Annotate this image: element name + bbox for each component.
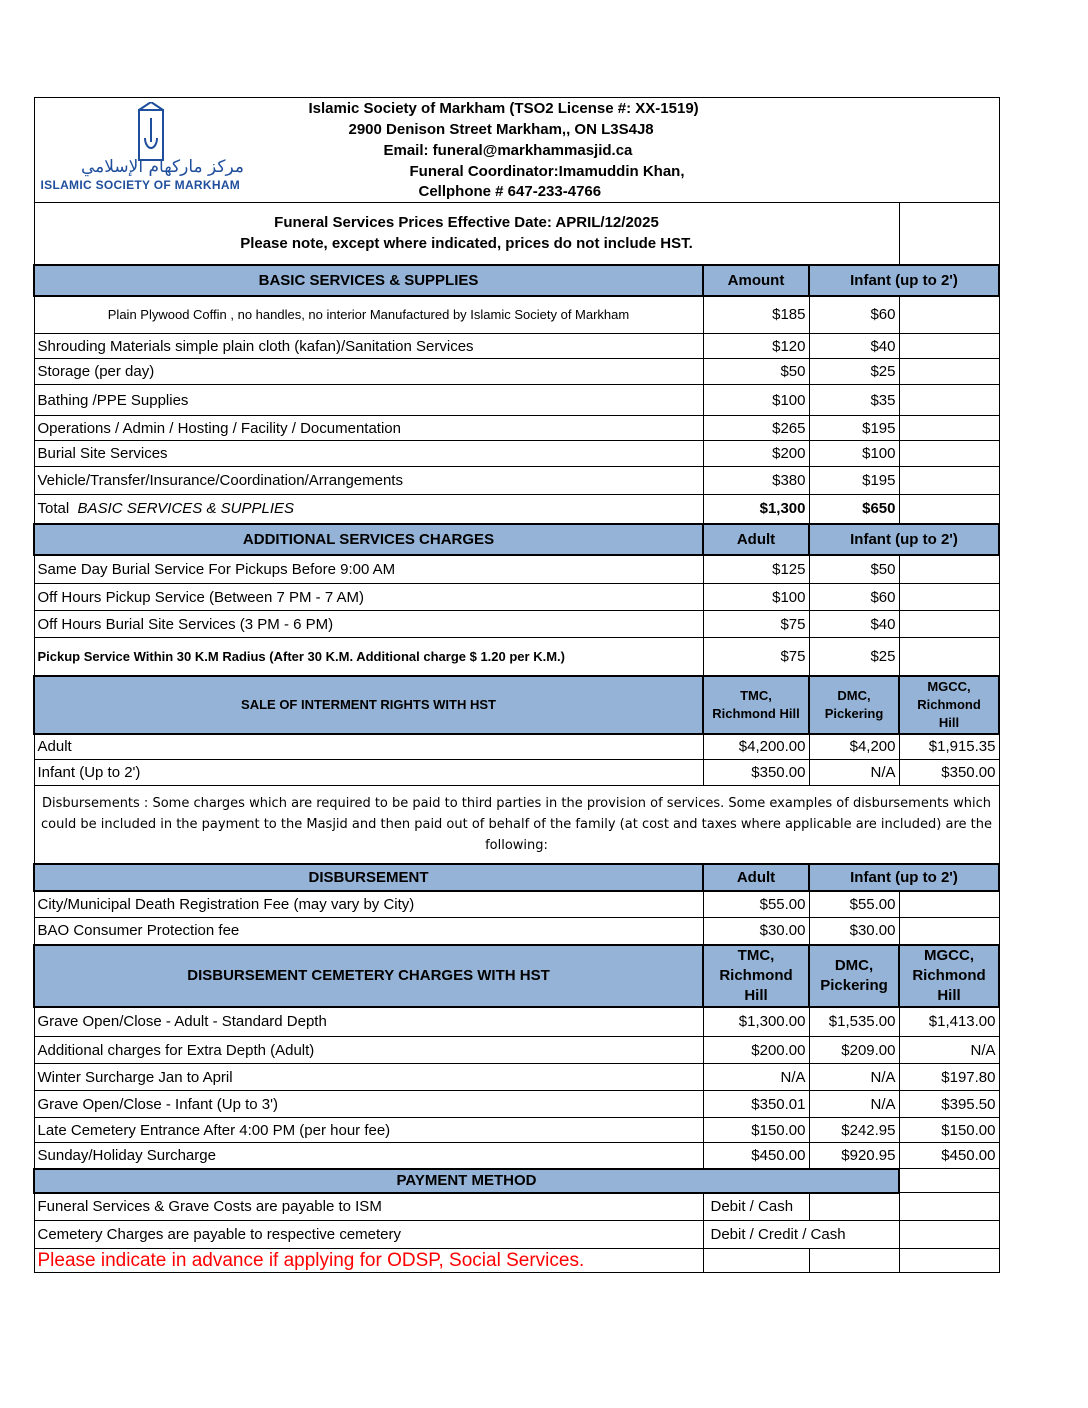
- row-dmc: $920.95: [809, 1143, 899, 1169]
- row-infant: $100: [809, 441, 899, 467]
- table-row: [34, 1064, 999, 1091]
- row-label: Adult: [34, 734, 703, 760]
- row-tmc: $4,200.00: [703, 734, 809, 760]
- row-label: Operations / Admin / Hosting / Facility / Documentation: [34, 416, 703, 441]
- row-dmc: $1,535.00: [809, 1007, 899, 1037]
- row-infant: $35: [809, 385, 899, 416]
- row-label: Plain Plywood Coffin , no handles, no interior Manufactured by Islamic Society of Markham: [34, 296, 703, 334]
- row-label: Grave Open/Close - Adult - Standard Depth: [34, 1007, 703, 1037]
- basic-title: BASIC SERVICES & SUPPLIES: [34, 265, 703, 296]
- disbursement-col-adult: Adult: [703, 864, 809, 891]
- hst-note: Please note, except where indicated, prices do not include HST.: [240, 235, 693, 253]
- row-label: Bathing /PPE Supplies: [34, 385, 703, 416]
- row-mgcc: N/A: [899, 1037, 999, 1064]
- row-infant: $30.00: [809, 918, 899, 945]
- notice-row: [34, 203, 999, 265]
- notice: [34, 203, 899, 265]
- table-row: [34, 1037, 999, 1064]
- table-row: [34, 734, 999, 760]
- additional-col-infant: Infant (up to 2'): [809, 524, 999, 555]
- org-email: Email: funeral@markhammasjid.ca: [383, 142, 633, 159]
- row-label: Off Hours Burial Site Services (3 PM - 6 PM): [34, 611, 703, 638]
- arabic-logo-text: مركز ماركهام الإسلامي: [80, 157, 244, 177]
- additional-header-row: [34, 524, 999, 555]
- total-label: Total BASIC SERVICES & SUPPLIES: [34, 495, 703, 524]
- row-amount: $185: [703, 296, 809, 334]
- row-label: Late Cemetery Entrance After 4:00 PM (per hour fee): [34, 1118, 703, 1143]
- row-mgcc: $1,915.35: [899, 734, 999, 760]
- table-row: [34, 891, 999, 918]
- row-infant: $60: [809, 584, 899, 611]
- funeral-coordinator: Funeral Coordinator:Imamuddin Khan,: [409, 163, 685, 180]
- table-row: [34, 1091, 999, 1118]
- row-label: Shrouding Materials simple plain cloth (kafan)/Sanitation Services: [34, 334, 703, 359]
- row-label: Vehicle/Transfer/Insurance/Coordination/Arrangements: [34, 467, 703, 495]
- total-infant: $650: [809, 495, 899, 524]
- interment-col-tmc: TMC, Richmond Hill: [703, 676, 809, 734]
- price-list-sheet: [33, 97, 998, 1273]
- disbursement-note: Disbursements : Some charges which are required to be paid to third parties in the provision of services. Some examples of disbursements which could be included in the payment to the Masjid and then paid out of behalf of the family (at cost and taxes where applicable are included) are the following:: [34, 786, 999, 864]
- row-tmc: $1,300.00: [703, 1007, 809, 1037]
- row-dmc: $4,200: [809, 734, 899, 760]
- additional-title: ADDITIONAL SERVICES CHARGES: [34, 524, 703, 555]
- cemetery-col-mgcc: MGCC, Richmond Hill: [899, 945, 999, 1007]
- row-dmc: $209.00: [809, 1037, 899, 1064]
- row-label: Sunday/Holiday Surcharge: [34, 1143, 703, 1169]
- row-tmc: N/A: [703, 1064, 809, 1091]
- interment-col-dmc: DMC, Pickering: [809, 676, 899, 734]
- row-label: Burial Site Services: [34, 441, 703, 467]
- table-row: [34, 918, 999, 945]
- row-adult: $75: [703, 638, 809, 676]
- logo-caption: ISLAMIC SOCIETY OF MARKHAM: [40, 178, 241, 192]
- table-row: [34, 1007, 999, 1037]
- row-mgcc: $150.00: [899, 1118, 999, 1143]
- effective-date: Funeral Services Prices Effective Date: APRIL/12/2025: [274, 214, 659, 232]
- row-infant: $195: [809, 416, 899, 441]
- row-tmc: $450.00: [703, 1143, 809, 1169]
- row-method: Debit / Credit / Cash: [703, 1221, 899, 1249]
- row-mgcc: $350.00: [899, 760, 999, 786]
- row-infant: $40: [809, 611, 899, 638]
- table-row: [34, 1193, 999, 1221]
- row-amount: $50: [703, 359, 809, 385]
- table-row: [34, 1143, 999, 1169]
- row-label: Cemetery Charges are payable to respective cemetery: [34, 1221, 703, 1249]
- interment-header-row: [34, 676, 999, 734]
- disbursement-col-infant: Infant (up to 2'): [809, 864, 999, 891]
- interment-col-mgcc: MGCC, Richmond Hill: [899, 676, 999, 734]
- row-mgcc: $395.50: [899, 1091, 999, 1118]
- price-table: [33, 97, 1000, 1273]
- row-infant: $50: [809, 555, 899, 584]
- table-row: [34, 760, 999, 786]
- row-amount: $200: [703, 441, 809, 467]
- total-row: [34, 495, 999, 524]
- row-label: Additional charges for Extra Depth (Adult): [34, 1037, 703, 1064]
- letterhead: [34, 98, 999, 203]
- table-row: [34, 416, 999, 441]
- row-infant: $25: [809, 359, 899, 385]
- row-infant: $195: [809, 467, 899, 495]
- row-label: Storage (per day): [34, 359, 703, 385]
- row-label: City/Municipal Death Registration Fee (may vary by City): [34, 891, 703, 918]
- basic-col-infant: Infant (up to 2'): [809, 265, 999, 296]
- row-infant: $60: [809, 296, 899, 334]
- row-adult: $30.00: [703, 918, 809, 945]
- table-row: [34, 584, 999, 611]
- total-amount: $1,300: [703, 495, 809, 524]
- letterhead-row: [34, 98, 999, 203]
- row-adult: $125: [703, 555, 809, 584]
- row-amount: $380: [703, 467, 809, 495]
- table-row: [34, 296, 999, 334]
- additional-col-adult: Adult: [703, 524, 809, 555]
- row-dmc: N/A: [809, 1064, 899, 1091]
- row-label: BAO Consumer Protection fee: [34, 918, 703, 945]
- note-row: [34, 786, 999, 864]
- row-adult: $55.00: [703, 891, 809, 918]
- row-tmc: $200.00: [703, 1037, 809, 1064]
- row-amount: $100: [703, 385, 809, 416]
- row-infant: $55.00: [809, 891, 899, 918]
- table-row: [34, 467, 999, 495]
- row-adult: $100: [703, 584, 809, 611]
- row-dmc: $242.95: [809, 1118, 899, 1143]
- table-row: [34, 1221, 999, 1249]
- odsp-warning: Please indicate in advance if applying for ODSP, Social Services.: [34, 1249, 703, 1273]
- table-row: [34, 359, 999, 385]
- cemetery-title: DISBURSEMENT CEMETERY CHARGES WITH HST: [34, 945, 703, 1007]
- row-method: Debit / Cash: [703, 1193, 809, 1221]
- table-row: [34, 611, 999, 638]
- payment-header-row: [34, 1169, 999, 1193]
- row-label: Same Day Burial Service For Pickups Before 9:00 AM: [34, 555, 703, 584]
- cemetery-header-row: [34, 945, 999, 1007]
- row-tmc: $150.00: [703, 1118, 809, 1143]
- row-tmc: $350.01: [703, 1091, 809, 1118]
- row-amount: $265: [703, 416, 809, 441]
- row-label: Infant (Up to 2'): [34, 760, 703, 786]
- footer-row: [34, 1249, 999, 1273]
- row-mgcc: $1,413.00: [899, 1007, 999, 1037]
- cemetery-col-tmc: TMC, Richmond Hill: [703, 945, 809, 1007]
- row-infant: $25: [809, 638, 899, 676]
- cellphone: Cellphone # 647-233-4766: [418, 183, 602, 200]
- table-row: [34, 334, 999, 359]
- row-label: Funeral Services & Grave Costs are payable to ISM: [34, 1193, 703, 1221]
- disbursement-header-row: [34, 864, 999, 891]
- cemetery-col-dmc: DMC, Pickering: [809, 945, 899, 1007]
- row-dmc: N/A: [809, 760, 899, 786]
- basic-col-amount: Amount: [703, 265, 809, 296]
- table-row: [34, 1118, 999, 1143]
- row-infant: $40: [809, 334, 899, 359]
- row-amount: $120: [703, 334, 809, 359]
- disbursement-title: DISBURSEMENT: [34, 864, 703, 891]
- table-row: [34, 555, 999, 584]
- basic-header-row: [34, 265, 999, 296]
- org-address: 2900 Denison Street Markham,, ON L3S4J8: [348, 121, 654, 138]
- row-tmc: $350.00: [703, 760, 809, 786]
- row-label: Off Hours Pickup Service (Between 7 PM - 7 AM): [34, 584, 703, 611]
- row-label: Winter Surcharge Jan to April: [34, 1064, 703, 1091]
- table-row: [34, 441, 999, 467]
- payment-title: PAYMENT METHOD: [34, 1169, 899, 1193]
- row-label: Grave Open/Close - Infant (Up to 3'): [34, 1091, 703, 1118]
- row-dmc: N/A: [809, 1091, 899, 1118]
- row-mgcc: $450.00: [899, 1143, 999, 1169]
- row-mgcc: $197.80: [899, 1064, 999, 1091]
- interment-title: SALE OF INTERMENT RIGHTS WITH HST: [34, 676, 703, 734]
- table-row: [34, 638, 999, 676]
- table-row: [34, 385, 999, 416]
- org-license: Islamic Society of Markham (TSO2 License #: XX-1519): [308, 100, 699, 117]
- row-adult: $75: [703, 611, 809, 638]
- row-label: Pickup Service Within 30 K.M Radius (After 30 K.M. Additional charge $ 1.20 per K.M.): [34, 638, 703, 676]
